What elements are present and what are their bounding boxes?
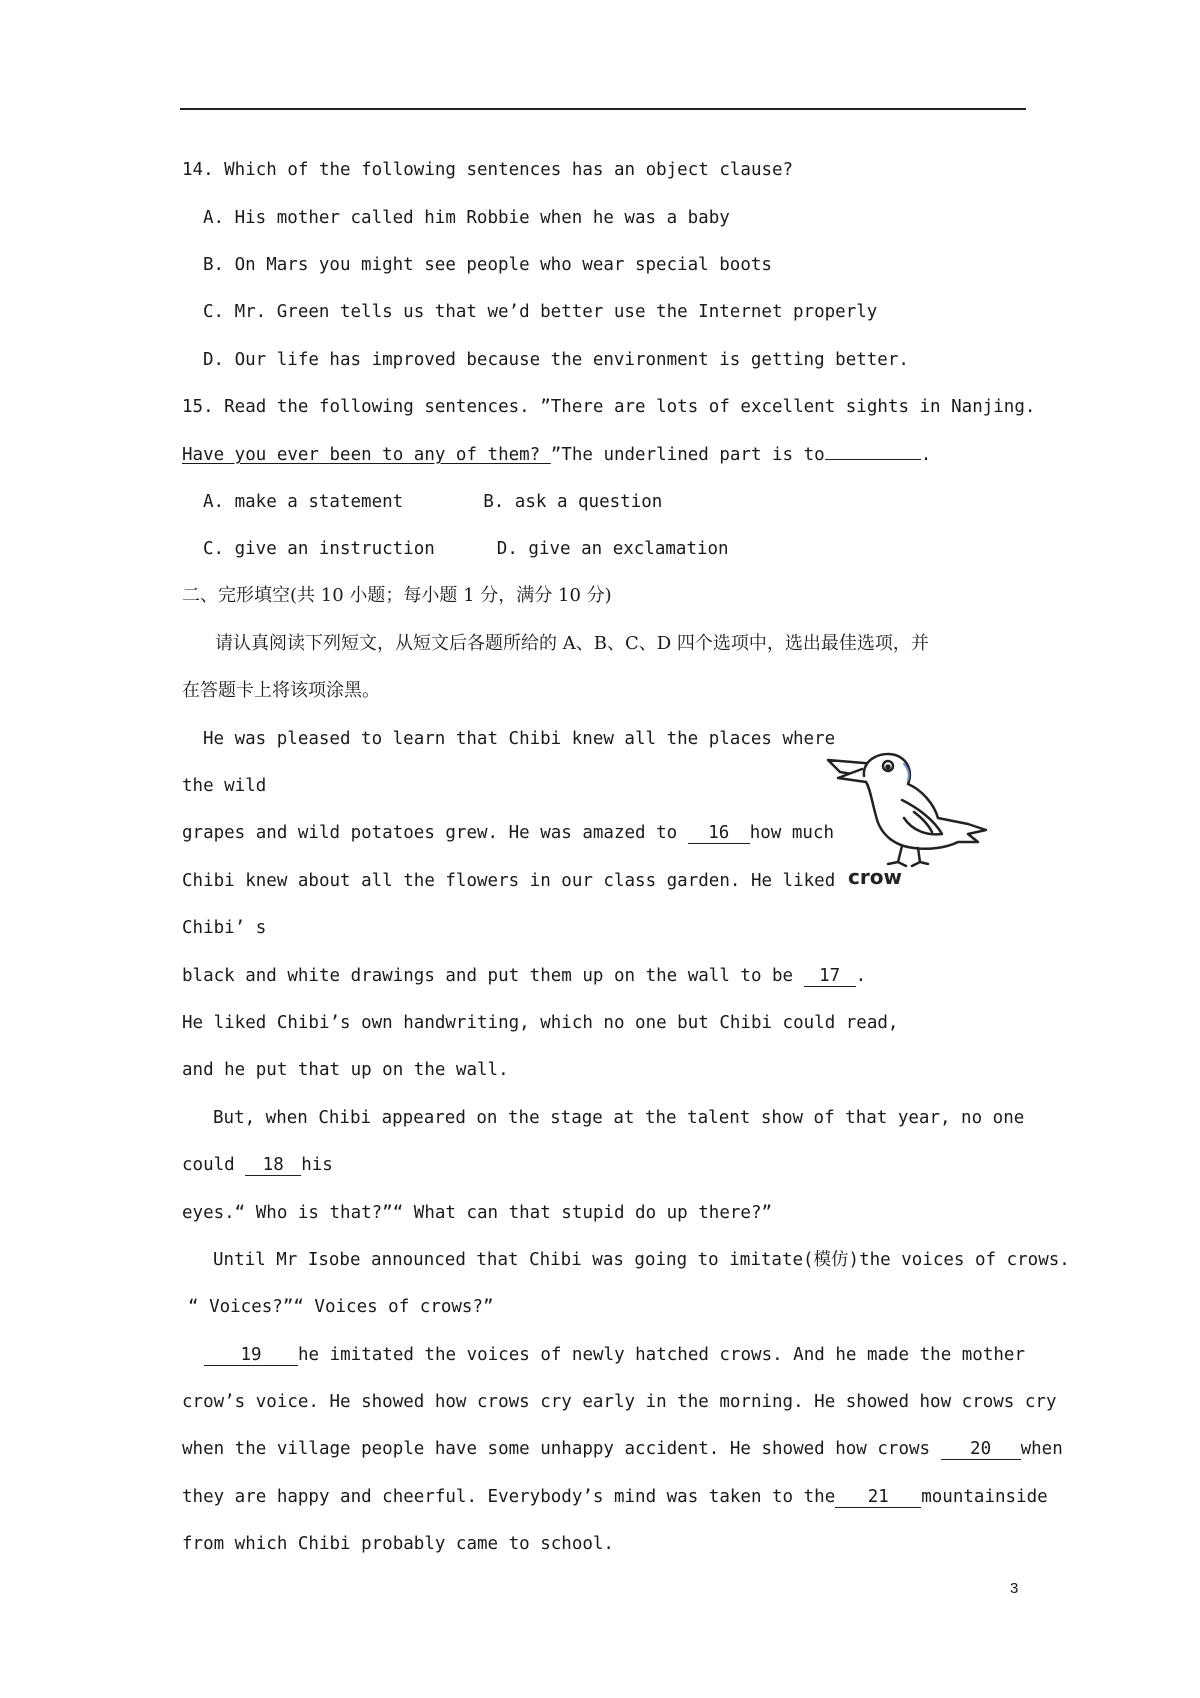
crow-illustration bbox=[818, 738, 998, 888]
passage-line: Chibi knew about all the flowers in our class garden. He liked bbox=[182, 871, 836, 891]
passage-line: He liked Chibi’s own handwriting, which no one but Chibi could read, bbox=[182, 1013, 899, 1033]
passage-text: when the village people have some unhappy accident. He showed how crows bbox=[182, 1439, 941, 1459]
instructions-line1: 请认真阅读下列短文，从短文后各题所给的 A、B、C、D 四个选项中，选出最佳选项，并 bbox=[215, 633, 929, 654]
q15-option-a: A. make a statement bbox=[203, 492, 404, 512]
passage-text: they are happy and cheerful. Everybody’s mind was taken to the bbox=[182, 1487, 836, 1507]
passage-line bbox=[182, 1153, 333, 1177]
q14-stem: 14. Which of the following sentences has an object clause? bbox=[182, 160, 794, 180]
passage-line bbox=[182, 1437, 1063, 1461]
q15-after: ”The underlined part is to bbox=[550, 445, 825, 465]
passage-line bbox=[182, 821, 834, 845]
passage-line: “ Voices?”“ Voices of crows?” bbox=[188, 1297, 494, 1317]
passage-text: when bbox=[1020, 1439, 1063, 1459]
passage-line: crow’s voice. He showed how crows cry early in the morning. He showed how crows cry bbox=[182, 1392, 1057, 1412]
blank-16: 16 bbox=[688, 823, 750, 844]
passage-line bbox=[204, 1343, 1025, 1367]
section-heading: 二、完形填空(共 10 小题；每小题 1 分，满分 10 分) bbox=[182, 585, 612, 606]
passage-text: could bbox=[182, 1155, 246, 1175]
q15-row2 bbox=[203, 537, 729, 561]
passage-line: the wild bbox=[182, 776, 267, 796]
blank-20: 20 bbox=[941, 1439, 1021, 1460]
q15-row1 bbox=[203, 490, 662, 514]
blank-19: 19 bbox=[204, 1345, 298, 1366]
passage-text: black and white drawings and put them up on the wall to be bbox=[182, 966, 804, 986]
q15-line1: 15. Read the following sentences. ”There are lots of excellent sights in Nanjing. bbox=[182, 397, 1036, 417]
page-number: 3 bbox=[1010, 1580, 1019, 1597]
passage-line bbox=[213, 1106, 1026, 1130]
passage-line: eyes.“ Who is that?”“ What can that stupid do up there?” bbox=[182, 1203, 773, 1223]
passage-text: how much bbox=[749, 823, 835, 843]
instructions-line2: 在答题卡上将该项涂黑。 bbox=[182, 680, 380, 701]
passage-text: mountainside bbox=[921, 1487, 1048, 1507]
blank-18: 18 bbox=[245, 1155, 301, 1176]
passage-line: and he put that up on the wall. bbox=[182, 1060, 509, 1080]
passage-line: Chibi’ s bbox=[182, 918, 267, 938]
passage-line bbox=[182, 964, 866, 988]
q14-option-a: A. His mother called him Robbie when he was a baby bbox=[203, 208, 730, 228]
q15-option-d: D. give an exclamation bbox=[496, 539, 729, 559]
passage-text: his bbox=[301, 1155, 333, 1175]
passage-text: . bbox=[855, 966, 867, 986]
passage-text: he imitated the voices of newly hatched crows. And he made the mother bbox=[298, 1345, 1025, 1365]
q14-option-b: B. On Mars you might see people who wear special boots bbox=[203, 255, 772, 275]
passage-line: from which Chibi probably came to school. bbox=[182, 1534, 614, 1554]
header-rule bbox=[180, 108, 1026, 110]
blank-17: 17 bbox=[804, 966, 856, 987]
q15-blank bbox=[825, 459, 921, 460]
crow-caption: crow bbox=[848, 865, 902, 888]
passage-line: Until Mr Isobe announced that Chibi was going to imitate(模仿)the voices of crows. bbox=[213, 1250, 1070, 1270]
blank-21: 21 bbox=[835, 1487, 921, 1508]
q14-option-d: D. Our life has improved because the environment is getting better. bbox=[203, 350, 909, 370]
q15-option-b: B. ask a question bbox=[483, 492, 663, 512]
passage-text: grapes and wild potatoes grew. He was amazed to bbox=[182, 823, 688, 843]
q15-line2 bbox=[182, 443, 931, 467]
passage-line bbox=[182, 1485, 1048, 1509]
q15-underlined: Have you ever been to any of them? bbox=[182, 445, 551, 465]
passage-text: But, when Chibi appeared on the stage at the talent show of that year, no one bbox=[213, 1108, 1025, 1128]
passage-line: He was pleased to learn that Chibi knew all the places where bbox=[203, 729, 836, 749]
q14-option-c: C. Mr. Green tells us that we’d better use the Internet properly bbox=[203, 302, 878, 322]
q15-option-c: C. give an instruction bbox=[203, 539, 435, 559]
q15-end: . bbox=[920, 445, 932, 465]
